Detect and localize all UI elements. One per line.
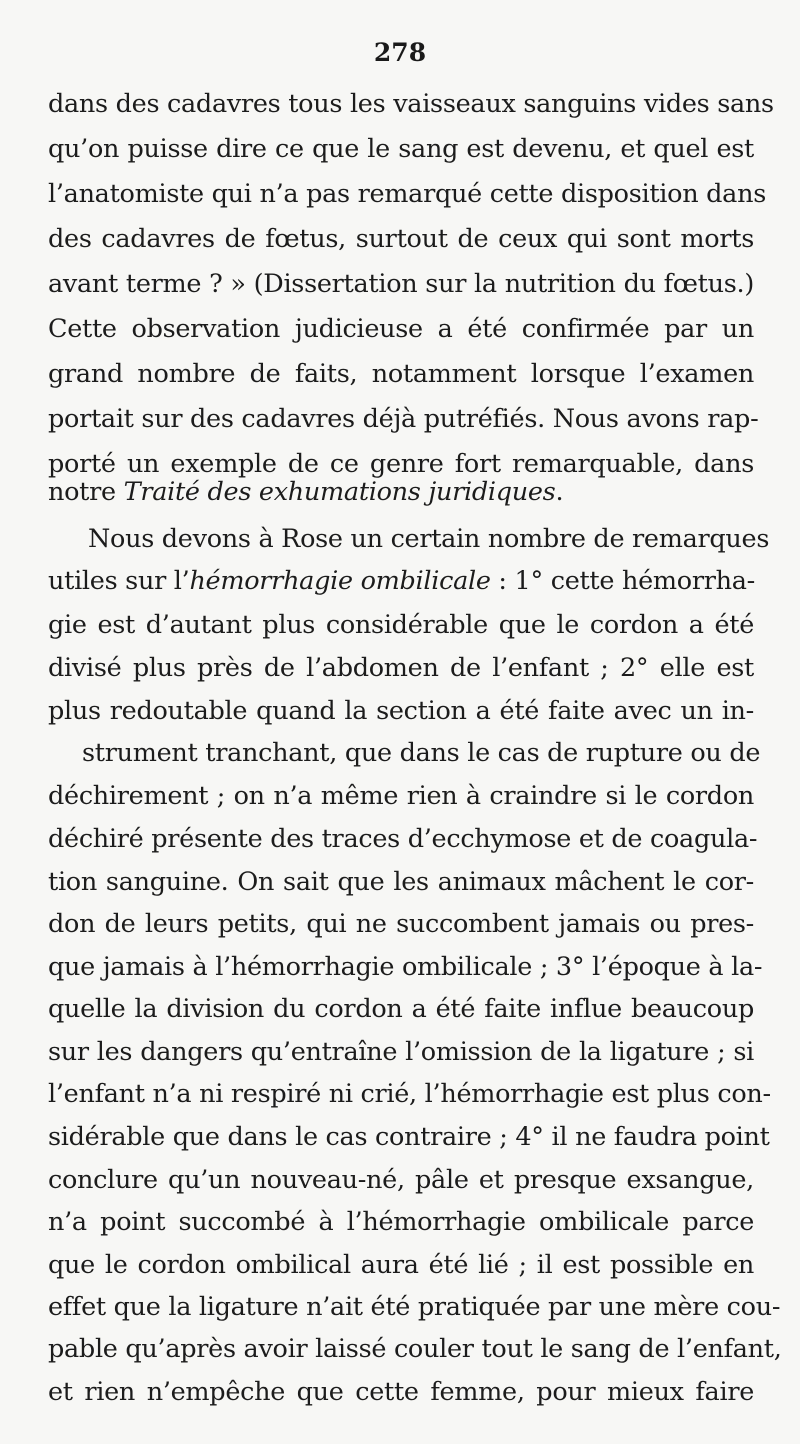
text-run: : 1° cette hémorrha- [490,566,755,596]
text-line: divisé plus près de l’abdomen de l’enfant ; 2° elle est [48,653,754,683]
text-line: tion sanguine. On sait que les animaux mâchent le cor- [48,867,754,897]
text-line: que le cordon ombilical aura été lié ; il est possible en [48,1250,754,1280]
text-line: grand nombre de faits, notamment lorsque l’examen [48,359,754,389]
text-line-italic [48,559,754,603]
text-line: sur les dangers qu’entraîne l’omission de la ligature ; si [48,1037,754,1067]
text-line: des cadavres de fœtus, surtout de ceux qui sont morts [48,224,754,254]
text-line: conclure qu’un nouveau-né, pâle et presque exsangue, [48,1165,754,1195]
text-line: et rien n’empêche que cette femme, pour mieux faire [48,1377,754,1407]
text-line: quelle la division du cordon a été faite influe beaucoup [48,994,754,1024]
text-run: notre [48,477,124,507]
text-run: . [555,477,564,507]
text-line: Cette observation judicieuse a été confirmée par un [48,314,754,344]
text-line: que jamais à l’hémorrhagie ombilicale ; 3° l’époque à la- [48,952,763,982]
text-line: dans des cadavres tous les vaisseaux sanguins vides sans [48,89,774,119]
text-line: l’anatomiste qui n’a pas remarqué cette disposition dans [48,179,766,209]
text-line: pable qu’après avoir laissé couler tout le sang de l’enfant, [48,1334,782,1364]
text-line: portait sur des cadavres déjà putréfiés. Nous avons rap- [48,404,759,434]
text-line: qu’on puisse dire ce que le sang est devenu, et quel est [48,134,754,164]
text-line: avant terme ? » (Dissertation sur la nutrition du fœtus.) [48,269,754,299]
text-line: effet que la ligature n’ait été pratiquée par une mère cou- [48,1292,781,1322]
text-line: plus redoutable quand la section a été faite avec un in- [48,696,754,726]
text-line: l’enfant n’a ni respiré ni crié, l’hémorrhagie est plus con- [48,1079,771,1109]
book-title-italic: Traité des exhumations juridiques [123,477,556,507]
paragraph-first-line: Nous devons à Rose un certain nombre de remarques [88,524,770,554]
text-line: porté un exemple de ce genre fort remarquable, dans [48,449,754,479]
text-line-italic [48,470,754,514]
text-line: gie est d’autant plus considérable que le cordon a été [48,610,754,640]
text-line: déchirement ; on n’a même rien à craindre si le cordon [48,781,754,811]
text-line: strument tranchant, que dans le cas de rupture ou de [82,738,761,768]
term-italic: hémorrhagie ombilicale [189,566,491,596]
text-line: déchiré présente des traces d’ecchymose et de coagula- [48,824,758,854]
text-line: n’a point succombé à l’hémorrhagie ombilicale parce [48,1207,754,1237]
text-line: don de leurs petits, qui ne succombent jamais ou pres- [48,909,754,939]
page-number: 278 [373,38,427,67]
text-run: utiles sur l’ [48,566,190,596]
text-line: sidérable que dans le cas contraire ; 4° il ne faudra point [48,1122,770,1152]
